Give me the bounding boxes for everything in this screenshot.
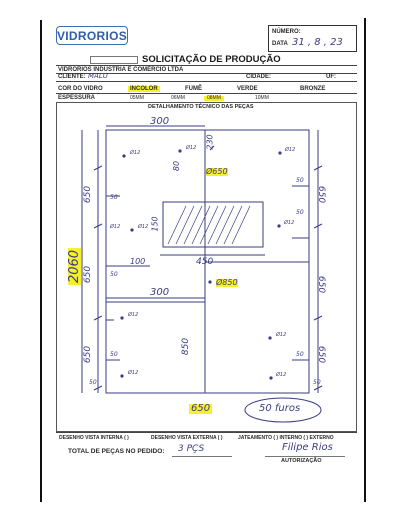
dim-850: 850 xyxy=(181,337,192,356)
holes-note: 50 furos xyxy=(259,403,301,414)
mark-50: 50 xyxy=(296,209,304,216)
hole xyxy=(269,376,272,379)
company-name: VIDRORIOS INDÚSTRIA E COMÉRCIO LTDA xyxy=(58,67,184,73)
vista-externa: DESENHO VISTA EXTERNA ( ) xyxy=(151,435,223,441)
mark-50: 50 xyxy=(110,351,118,358)
hole-note-mid: Ø850 xyxy=(216,278,238,287)
hole xyxy=(278,151,281,154)
espessura-label: ESPESSURA xyxy=(58,95,96,101)
cliente-value: MALU xyxy=(88,72,108,80)
dim-230: 230 xyxy=(205,134,215,150)
dim-left-650-b: 650 xyxy=(83,265,94,284)
total-underline xyxy=(172,456,232,457)
mark-50: 50 xyxy=(110,271,118,278)
dim-100: 100 xyxy=(130,257,146,266)
uf-label: UF: xyxy=(326,74,336,80)
signature: Filipe Rios xyxy=(282,442,333,453)
jateamento: JATEAMENTO ( ) INTERNO ( ) EXTERNO xyxy=(238,435,334,441)
hole-label: Ø12 xyxy=(186,145,197,151)
dim-450: 450 xyxy=(196,257,214,267)
cidade-label: CIDADE: xyxy=(246,74,271,80)
thickness-06: 06MM xyxy=(171,95,185,101)
hole xyxy=(120,316,123,319)
dim-left-650-a: 650 xyxy=(83,185,94,204)
hole-label: Ø12 xyxy=(128,312,139,318)
autorizacao-label: AUTORIZAÇÃO xyxy=(281,458,322,464)
dim-top-300: 300 xyxy=(150,116,170,127)
data-label: DATA xyxy=(272,41,288,47)
color-option-incolor: INCOLOR xyxy=(130,86,158,92)
dim-80: 80 xyxy=(172,160,182,172)
color-option-fume: FUMÊ xyxy=(185,86,202,92)
dim-right-650-a: 650 xyxy=(316,185,327,204)
hole-label: Ø12 xyxy=(276,372,287,378)
form-title: SOLICITAÇÃO DE PRODUÇÃO xyxy=(142,54,281,65)
total-label: TOTAL DE PEÇAS NO PEDIDO: xyxy=(68,448,165,455)
dim-300-lower: 300 xyxy=(150,287,170,298)
hole-label: Ø12 xyxy=(284,220,295,226)
hole-label: Ø12 xyxy=(130,150,141,156)
hole-note-top: Ø650 xyxy=(206,167,228,176)
hole-label: Ø12 xyxy=(138,224,149,230)
dimension-ticks xyxy=(94,146,322,390)
hole xyxy=(268,336,271,339)
hole xyxy=(122,154,125,157)
dim-150: 150 xyxy=(150,216,160,232)
mark-50: 50 xyxy=(110,194,118,201)
hole xyxy=(120,374,123,377)
hole-label: Ø12 xyxy=(285,147,296,153)
mark-50: 50 xyxy=(296,351,304,358)
color-option-bronze: BRONZE xyxy=(300,86,326,92)
mark-50: 50 xyxy=(89,379,97,386)
dim-total-2060: 2060 xyxy=(67,249,83,284)
company-logo: VIDRORIOS xyxy=(56,26,128,45)
footer-rule xyxy=(56,432,357,433)
cutout-hatch xyxy=(168,206,250,244)
color-option-verde: VERDE xyxy=(237,86,258,92)
cor-label: COR DO VIDRO xyxy=(58,86,103,92)
total-value: 3 PÇS xyxy=(178,444,205,454)
numero-label: NÚMERO: xyxy=(272,29,301,35)
hole-label: Ø12 xyxy=(276,332,287,338)
hole-label: Ø12 xyxy=(110,224,121,230)
hole xyxy=(130,228,133,231)
thickness-05: 05MM xyxy=(130,95,144,101)
cliente-label: CLIENTE: xyxy=(58,74,86,80)
hole xyxy=(277,224,280,227)
thickness-08: 08MM xyxy=(204,96,224,101)
dim-right-650-b: 650 xyxy=(316,275,327,294)
dim-left-650-c: 650 xyxy=(83,345,94,364)
dim-right-650-c: 650 xyxy=(316,345,327,364)
section-title: DETALHAMENTO TÉCNICO DAS PEÇAS xyxy=(148,104,254,110)
mark-50: 50 xyxy=(313,379,321,386)
hole-label: Ø12 xyxy=(128,370,139,376)
hole xyxy=(208,280,211,283)
hole xyxy=(178,149,181,152)
thickness-10: 10MM xyxy=(255,95,269,101)
signature-line xyxy=(265,456,345,457)
mark-50: 50 xyxy=(296,177,304,184)
dim-bottom-650: 650 xyxy=(191,403,211,414)
vista-interna: DESENHO VISTA INTERNA ( ) xyxy=(59,435,129,441)
data-value: 31 , 8 , 23 xyxy=(292,37,343,48)
